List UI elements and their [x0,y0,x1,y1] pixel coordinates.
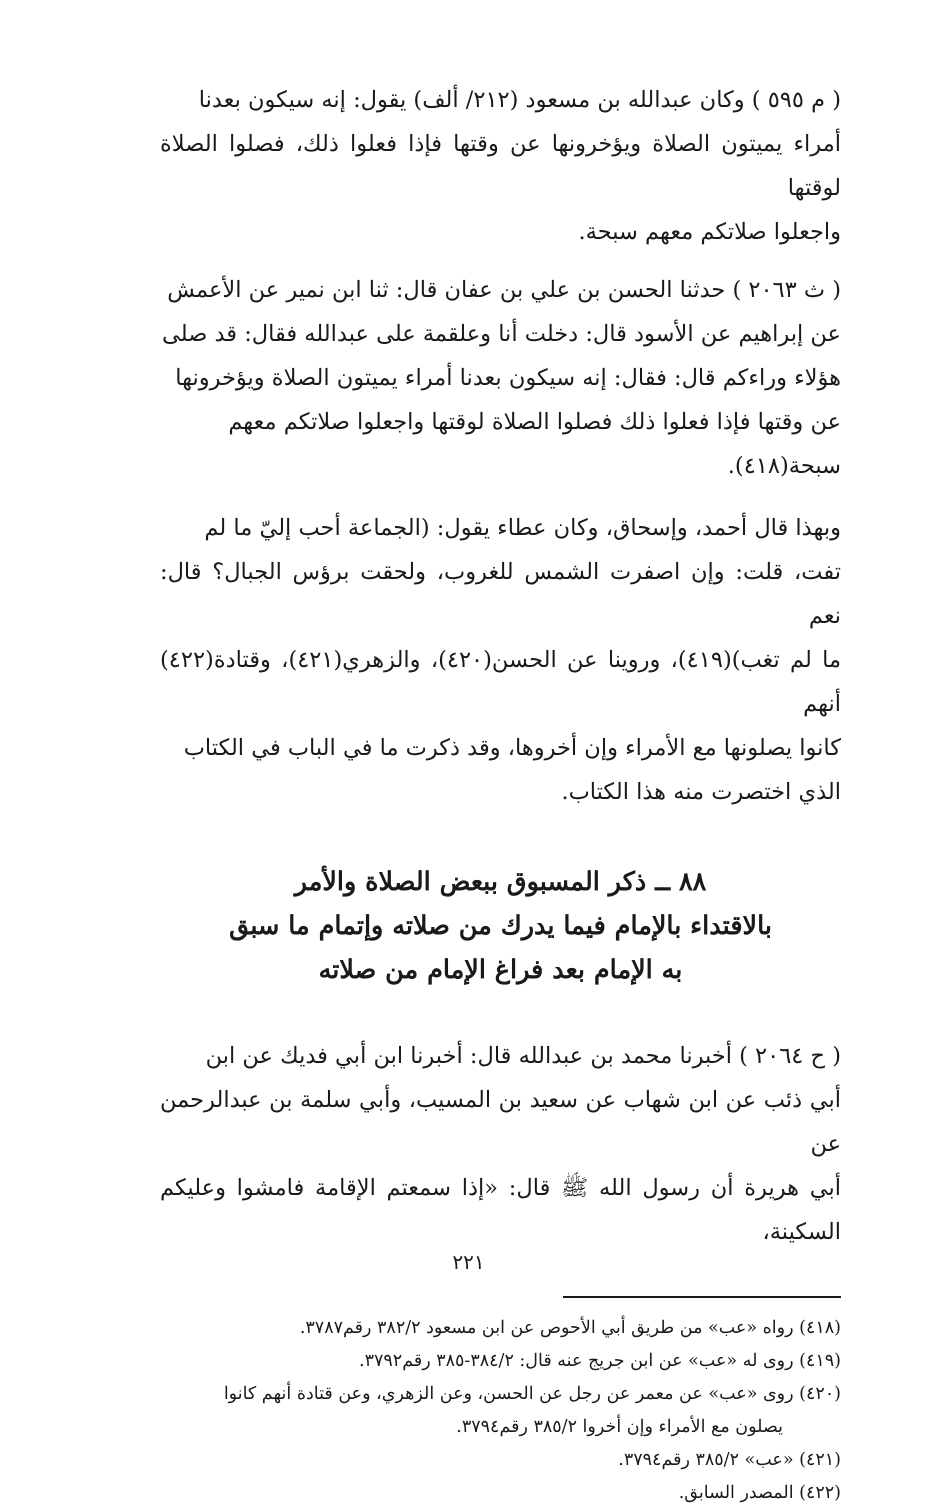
footnotes [160,1312,841,1510]
chapter-heading [160,860,841,992]
paragraph-ahmad-ishaq: وبهذا قال أحمد، وإسحاق، وكان عطاء يقول: (الجماعة أحب إليّ ما لم تفت، قلت: وإن اصفرت الشمس للغروب، ولحقت برؤس الجبال؟ قال: نعم ما لم تغب)(٤١٩)، وروينا عن الحسن(٤٢٠)، والزهري(٤٢١)، وقتادة(٤٢٢) أنهم كانوا يصلونها مع الأمراء وإن أخروها، وقد ذكرت ما في الباب في الكتاب الذي اختصرت منه هذا الكتاب. [160,515,841,805]
chapter-heading-line-1: ٨٨ ــ ذكر المسبوق ببعض الصلاة والأمر [294,867,707,897]
footnote-separator [563,1296,841,1298]
paragraph-m595: ( م ٥٩٥ ) وكان عبدالله بن مسعود (٢١٢/ ألف) يقول: إنه سيكون بعدنا أمراء يميتون الصلاة ويؤخرونها عن وقتها فإذا فعلوا ذلك، فصلوا الصلاة لوقتها واجعلوا صلاتكم معهم سبحة. [160,87,841,245]
footnote-420-line-2: يصلون مع الأمراء وإن أخروا ٣٨٥/٢ رقم٣٧٩٤. [456,1417,783,1437]
chapter-heading-line-2: بالاقتداء بالإمام فيما يدرك من صلاته وإتمام ما سبق [229,911,772,941]
paragraph-th2063: ( ث ٢٠٦٣ ) حدثنا الحسن بن علي بن عفان قال: ثنا ابن نمير عن الأعمش عن إبراهيم عن الأسود قال: دخلت أنا وعلقمة على عبدالله فقال: قد صلى هؤلاء وراءكم قال: فقال: إنه سيكون بعدنا أمراء يميتون الصلاة ويؤخرونها عن وقتها فإذا فعلوا ذلك فصلوا الصلاة لوقتها واجعلوا صلاتكم معهم سبحة(٤١٨). [162,277,841,479]
chapter-heading-line-3: به الإمام بعد فراغ الإمام من صلاته [318,955,683,985]
footnote-421: (٤٢١) «عب» ٣٨٥/٢ رقم٣٧٩٤. [618,1450,841,1470]
footnote-418: (٤١٨) رواه «عب» من طريق أبي الأحوص عن ابن مسعود ٣٨٢/٢ رقم٣٧٨٧. [299,1318,841,1338]
footnote-420-line-1: (٤٢٠) روى «عب» عن معمر عن رجل عن الحسن، وعن الزهري، وعن قتادة أنهم كانوا [223,1384,841,1404]
paragraph-h2064: ( ح ٢٠٦٤ ) أخبرنا محمد بن عبدالله قال: أخبرنا ابن أبي فديك عن ابن أبي ذئب عن ابن شهاب عن سعيد بن المسيب، وأبي سلمة بن عبدالرحمن عن أبي هريرة أن رسول الله ﷺ قال: «إذا سمعتم الإقامة فامشوا وعليكم السكينة، [160,1043,841,1245]
footnote-422: (٤٢٢) المصدر السابق. [678,1483,841,1503]
page-number: ٢٢١ [452,1250,485,1274]
footnote-419: (٤١٩) روى له «عب» عن ابن جريج عنه قال: ٣٨٤/٢-٣٨٥ رقم٣٧٩٢. [359,1351,841,1371]
footnote-420 [160,1378,841,1444]
